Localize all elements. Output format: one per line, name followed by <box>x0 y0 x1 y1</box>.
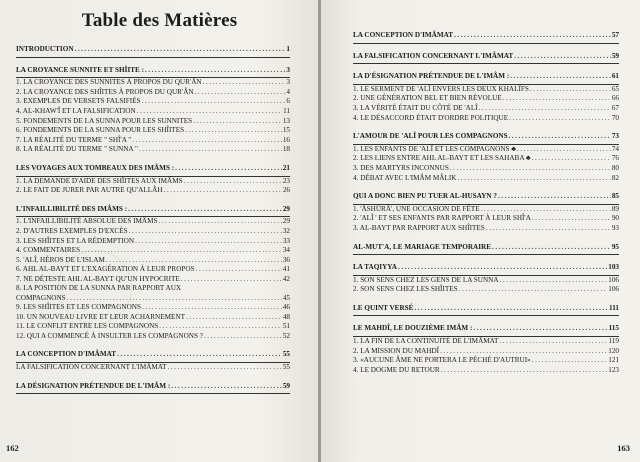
page-number-right: 163 <box>617 443 630 453</box>
heading-underline <box>353 254 619 255</box>
toc-page-number: 45 <box>282 294 290 303</box>
toc-entry-title: 12. QUI A COMMENCÉ À INSULTER LES COMPAGNONS ? <box>16 331 203 340</box>
toc-heading <box>353 244 619 254</box>
dot-leader <box>106 257 282 264</box>
toc-entry-title: 2. LES LIENS ENTRE AHL AL-BAYT ET LES SAHABA ♣ <box>353 154 531 163</box>
toc-entry-title: 1. L'INFAILLIBILITÉ ABSOLUE DES IMÂMS <box>16 217 158 226</box>
dot-leader <box>450 165 611 172</box>
dot-leader <box>186 314 282 321</box>
toc-entry-title: 1. LA FIN DE LA CONTINUITÉ DE L'IMÂMAT <box>353 337 499 346</box>
toc-page-number: 115 <box>608 324 619 333</box>
toc-entry-title: LES VOYAGES AUX TOMBEAUX DES IMÂMS : <box>16 163 175 172</box>
toc-entry-title: 8. LA RÉALITÉ DU TERME " SUNNA " <box>16 145 138 154</box>
dot-leader <box>181 276 282 283</box>
toc-page-number: 59 <box>282 381 290 390</box>
toc-heading <box>353 32 619 42</box>
toc-page-number: 4 <box>286 87 290 96</box>
toc-heading <box>353 73 619 83</box>
toc-page-number: 33 <box>282 236 290 245</box>
dot-leader <box>159 323 282 330</box>
toc-page-number: 123 <box>608 365 619 374</box>
toc-entry-title: L'INFAILLIBILITÉ DES IMÂMS : <box>16 204 128 213</box>
dot-leader <box>193 118 282 125</box>
dot-leader <box>479 105 611 112</box>
toc-entry-title: 4. AL-KHAW'Î ET LA FALSIFICATION <box>16 106 136 115</box>
dot-leader <box>117 351 282 358</box>
dot-leader <box>440 348 607 355</box>
toc-entry-title: 2. 'ALÎ ' ET SES ENFANTS PAR RAPPORT À LEUR SHÎ'A <box>353 214 531 223</box>
toc-entry-title: 4. LE DOGME DU RETOUR <box>353 365 440 374</box>
toc-page-number: 36 <box>282 255 290 264</box>
toc-page-number: 76 <box>611 154 619 163</box>
toc-entry-title: LA DÉSIGNATION PRÉTENDUE DE L'IMÂM : <box>16 381 171 390</box>
toc-entry <box>16 187 290 197</box>
toc-entry-title: 1. LA CROYANCE DES SUNNITES À PROPOS DU QUR'ÂN <box>16 78 202 87</box>
toc-page-number: 55 <box>282 363 290 372</box>
toc-heading <box>353 133 619 143</box>
heading-underline <box>16 57 290 58</box>
toc-entry-title: 2. LE FAIT DE JURER PAR AUTRE QU'ALLÂH <box>16 186 163 195</box>
toc-heading <box>16 206 290 216</box>
toc-page-number: 82 <box>611 173 619 182</box>
toc-entry-title: INTRODUCTION <box>16 45 74 53</box>
toc-entry-title: 9. LES SHÎITES ET LES COMPAGNONS <box>16 303 141 312</box>
toc-entry-title: 7. NE DÉTESTE AHL AL-BAYT QU'UN HYPOCRITE <box>16 274 180 283</box>
toc-entry-title: COMPAGNONS <box>16 294 66 303</box>
dot-leader <box>196 266 282 273</box>
dot-leader <box>509 115 611 122</box>
toc-page-number: 29 <box>282 204 290 213</box>
toc-entry-title: 1. LE SERMENT DE 'ALÎ ENVERS LES DEUX KHALÎFS <box>353 84 529 93</box>
toc-entry <box>16 146 290 156</box>
toc-entry-title: 8. LA POSITION DE LA SUNNA PAR RAPPORT AUX <box>16 284 182 293</box>
dot-leader <box>164 187 282 194</box>
dot-leader <box>503 95 611 102</box>
toc-entry <box>16 364 290 374</box>
table-of-contents-left <box>16 46 290 395</box>
dot-leader <box>500 277 608 284</box>
heading-underline <box>353 315 619 316</box>
toc-page-number: 80 <box>611 163 619 172</box>
toc-entry-title: 2. D'AUTRES EXEMPLES D'EXCÈS <box>16 226 128 235</box>
toc-entry <box>353 367 619 377</box>
dot-leader <box>142 304 282 311</box>
toc-entry-title: 3. «AUCUNE ÂME NE PORTERA LE PÉCHÉ D'AUTRUI» <box>353 356 531 365</box>
dot-leader <box>454 32 611 39</box>
dot-leader <box>203 79 286 86</box>
toc-entry-title: 2. SON SENS CHEZ LES SHÎITES <box>353 285 458 294</box>
toc-page-number: 95 <box>611 242 619 251</box>
toc-page-number: 121 <box>608 356 619 365</box>
right-page <box>321 0 640 462</box>
dot-leader <box>139 146 282 153</box>
toc-entry-title: LE MAHDÎ, LE DOUZIÈME IMÂM : <box>353 324 473 333</box>
toc-page-number: 23 <box>282 176 290 185</box>
dot-leader <box>514 53 611 60</box>
toc-entry-title: 3. EXEMPLES DE VERSETS FALSIFIÉS <box>16 97 141 106</box>
toc-entry-title: QUI A DONC BIEN PU TUER AL-HUSAYN ? <box>353 192 497 201</box>
toc-page-number: 59 <box>611 51 619 60</box>
heading-underline <box>16 393 290 394</box>
toc-entry-title: 3. LA VÉRITÉ ÉTAIT DU CÔTÉ DE 'ALÎ <box>353 103 478 112</box>
dot-leader <box>75 46 286 53</box>
dot-leader <box>129 228 282 235</box>
toc-page-number: 52 <box>282 331 290 340</box>
toc-page-number: 32 <box>282 226 290 235</box>
toc-page-number: 29 <box>282 217 290 226</box>
dot-leader <box>457 175 610 182</box>
toc-page-number: 119 <box>608 337 619 346</box>
dot-leader <box>171 383 282 390</box>
toc-page-number: 106 <box>608 275 619 284</box>
toc-page-number: 85 <box>611 192 619 201</box>
dot-leader <box>517 146 611 153</box>
page-title: Table des Matières <box>81 10 238 31</box>
toc-entry-title: 1. SON SENS CHEZ LES GENS DE LA SUNNA <box>353 275 499 284</box>
dot-leader <box>142 98 286 105</box>
toc-page-number: 73 <box>611 132 619 141</box>
dot-leader <box>499 338 607 345</box>
toc-heading <box>16 165 290 175</box>
toc-page-number: 46 <box>282 303 290 312</box>
heading-underline <box>353 63 619 64</box>
dot-leader <box>509 133 611 140</box>
page-number-left: 162 <box>6 443 19 453</box>
toc-page-number: 103 <box>608 263 619 272</box>
dot-leader <box>530 86 611 93</box>
toc-page-number: 18 <box>282 145 290 154</box>
dot-leader <box>498 193 611 200</box>
toc-page-number: 26 <box>282 186 290 195</box>
toc-entry-title: 7. LA RÉALITÉ DU TERME " SHÎ'A " <box>16 135 132 144</box>
toc-page-number: 93 <box>611 223 619 232</box>
toc-entry-title: 4. COMMENTAIRES <box>16 246 81 255</box>
toc-entry-title: 1. LA DEMANDE D'AIDE DES SHÎITES AUX IMÂMS <box>16 176 183 185</box>
toc-page-number: 120 <box>608 346 619 355</box>
toc-entry-title: LA FALSIFICATION CONCERNANT L'IMÂMAT <box>16 363 167 372</box>
toc-page-number: 90 <box>611 214 619 223</box>
dot-leader <box>159 218 282 225</box>
dot-leader <box>532 155 611 162</box>
left-page <box>0 0 319 462</box>
toc-entry-title: LE QUINT VERSÉ <box>353 303 414 312</box>
dot-leader <box>441 367 608 374</box>
dot-leader <box>492 244 611 251</box>
toc-entry <box>353 115 619 125</box>
dot-leader <box>414 305 608 312</box>
toc-entry-title: LA D'ÉSIGNATION PRÉTENDUE DE L'IMÂM : <box>353 72 510 81</box>
toc-page-number: 3 <box>286 78 290 87</box>
toc-entry-title: 10. UN NOUVEAU LIVRE ET LEUR ACHARNEMENT <box>16 312 185 321</box>
toc-entry-title: 4. LE DÉSACCORD ÉTAIT D'ORDRE POLITIQUE <box>353 113 509 122</box>
toc-heading <box>353 193 619 203</box>
toc-entry-title: 2. LA CROYANCE DES SHÎITES À PROPOS DU QUR'ÂN <box>16 87 194 96</box>
toc-page-number: 89 <box>611 204 619 213</box>
toc-page-number: 106 <box>608 285 619 294</box>
dot-leader <box>175 165 282 172</box>
dot-leader <box>486 225 611 232</box>
toc-entry-title: LA CONCEPTION D'IMÂMAT <box>16 350 117 359</box>
dot-leader <box>204 333 282 340</box>
toc-heading <box>353 53 619 63</box>
toc-entry <box>353 225 619 235</box>
toc-page-number: 67 <box>611 103 619 112</box>
toc-entry-title: 3. LES SHÎITES ET LA RÉDEMPTION <box>16 236 135 245</box>
dot-leader <box>128 206 282 213</box>
toc-page-number: 3 <box>286 65 290 74</box>
toc-page-number: 70 <box>611 113 619 122</box>
toc-page-number: 16 <box>282 135 290 144</box>
dot-leader <box>459 286 608 293</box>
toc-entry-title: 5. 'ALÎ, HÉROS DE L'ISLAM <box>16 255 105 264</box>
toc-heading <box>16 383 290 393</box>
toc-heading <box>353 264 619 274</box>
toc-entry-title: 6. AHL AL-BAYT ET L'EXAGÉRATION À LEUR PROPOS <box>16 265 195 274</box>
toc-heading <box>353 305 619 315</box>
toc-entry <box>16 333 290 343</box>
dot-leader <box>135 238 282 245</box>
dot-leader <box>473 325 607 332</box>
dot-leader <box>168 364 282 371</box>
toc-page-number: 6 <box>286 97 290 106</box>
toc-entry-title: LA TAQIYYA <box>353 263 398 272</box>
toc-page-number: 111 <box>609 303 619 312</box>
toc-entry-title: AL-MUT'A, LE MARIAGE TEMPORAIRE <box>353 242 492 251</box>
toc-entry-title: LA CONCEPTION D'IMÂMAT <box>353 31 454 39</box>
toc-page-number: 21 <box>282 163 290 172</box>
dot-leader <box>67 295 282 302</box>
toc-entry-title: 3. DES MARTYRS INCONNUS <box>353 163 449 172</box>
toc-page-number: 11 <box>283 106 290 115</box>
toc-heading <box>16 46 290 56</box>
toc-page-number: 65 <box>611 84 619 93</box>
table-of-contents-right <box>353 32 619 376</box>
toc-page-number: 57 <box>611 31 619 39</box>
toc-entry-title: 6. FONDEMENTS DE LA SUNNA POUR LES SHÎITES <box>16 126 185 135</box>
toc-entry-title: 1. LES ENFANTS DE 'ALÎ ET LES COMPAGNONS ♣ <box>353 144 517 153</box>
toc-page-number: 41 <box>282 265 290 274</box>
dot-leader <box>145 67 285 74</box>
toc-entry-title: 5. FONDEMENTS DE LA SUNNA POUR LES SUNNITES <box>16 116 193 125</box>
toc-entry-title: 11. LE CONFLIT ENTRE LES COMPAGNONS <box>16 322 159 331</box>
toc-entry-title: LA CROYANCE SUNNITE ET SHÎITE : <box>16 65 145 74</box>
dot-leader <box>481 206 611 213</box>
dot-leader <box>532 357 607 364</box>
toc-heading <box>16 351 290 361</box>
dot-leader <box>398 264 607 271</box>
toc-page-number: 42 <box>282 274 290 283</box>
toc-page-number: 61 <box>611 72 619 81</box>
toc-page-number: 15 <box>282 126 290 135</box>
toc-page-number: 55 <box>282 350 290 359</box>
toc-page-number: 34 <box>282 246 290 255</box>
toc-page-number: 13 <box>282 116 290 125</box>
toc-page-number: 1 <box>286 45 290 53</box>
toc-entry-title: 4. DÉBAT AVEC L'IMÂM MÂLIK <box>353 173 457 182</box>
toc-entry-title: 2. UNE GÉNÉRATION BEL ET BIEN RÉVOLUE <box>353 94 502 103</box>
toc-page-number: 66 <box>611 94 619 103</box>
dot-leader <box>137 108 282 115</box>
dot-leader <box>185 127 282 134</box>
toc-heading <box>353 325 619 335</box>
toc-page-number: 48 <box>282 312 290 321</box>
dot-leader <box>195 89 286 96</box>
dot-leader <box>510 73 611 80</box>
toc-entry-title: L'AMOUR DE 'ALÎ POUR LES COMPAGNONS <box>353 132 508 141</box>
toc-entry <box>353 175 619 185</box>
dot-leader <box>184 178 282 185</box>
toc-entry-title: 3. AL-BAYT PAR RAPPORT AUX SHÎITES <box>353 223 485 232</box>
toc-entry <box>353 286 619 296</box>
toc-entry-title: 1. 'ÂSHÛRÂ', UNE OCCASION DE FÊTE <box>353 204 480 213</box>
heading-underline <box>353 43 619 44</box>
dot-leader <box>532 215 611 222</box>
toc-entry-title: LA FALSIFICATION CONCERNANT L'IMÂMAT <box>353 51 514 60</box>
toc-heading <box>16 67 290 77</box>
dot-leader <box>132 137 282 144</box>
toc-page-number: 51 <box>282 322 290 331</box>
toc-entry-title: 2. LA MISSION DU MAHDÎ <box>353 346 440 355</box>
dot-leader <box>81 247 282 254</box>
toc-page-number: 74 <box>611 144 619 153</box>
